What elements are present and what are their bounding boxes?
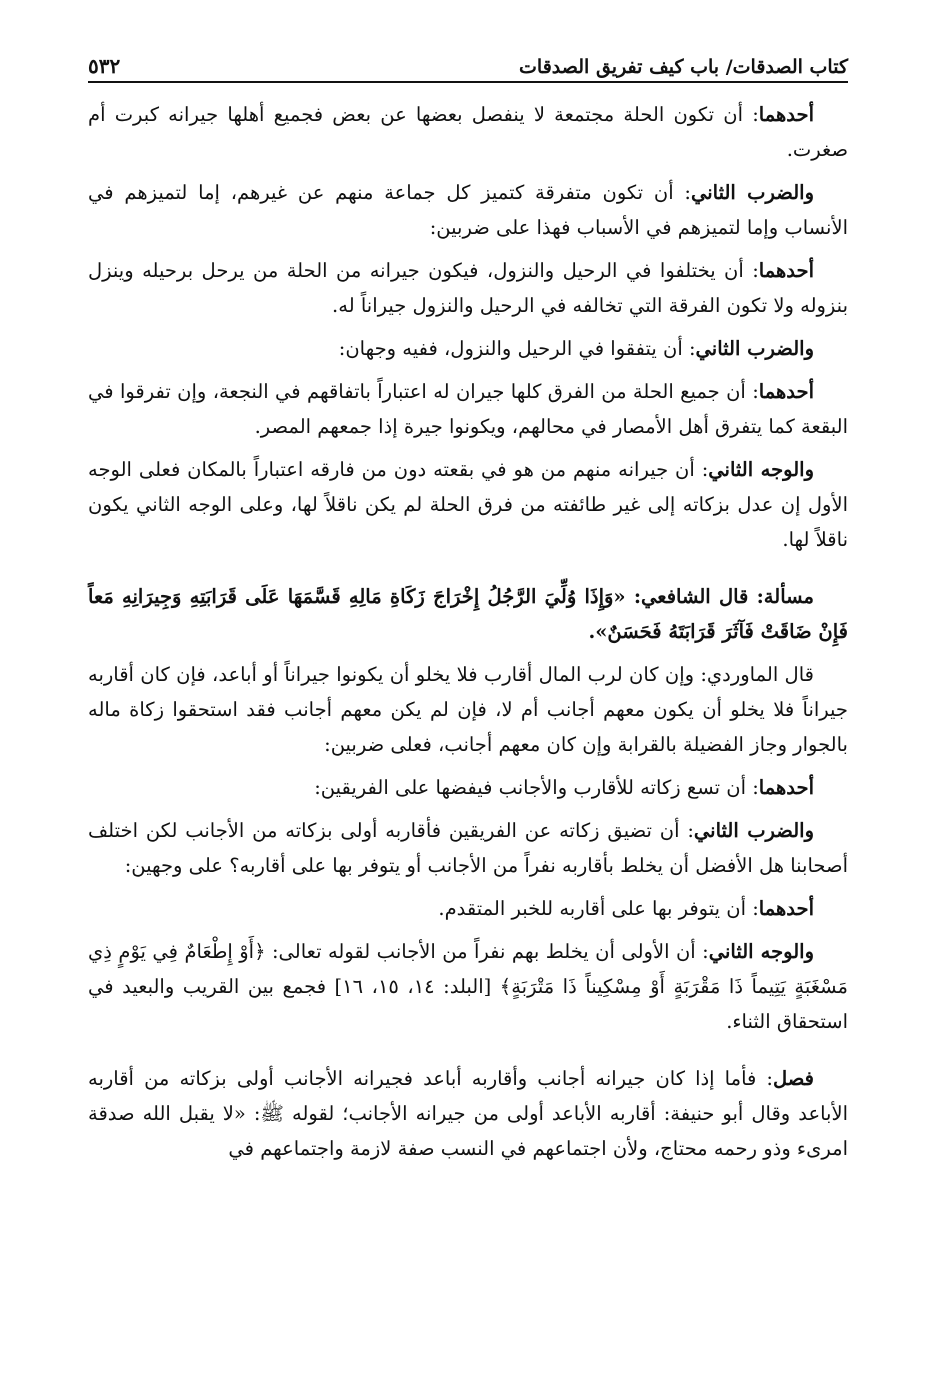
- paragraph-lead: أحدهما: [758, 259, 814, 282]
- book-page: [88, 44, 848, 1174]
- paragraph-text: : أن تكون الحلة مجتمعة لا ينفصل بعضها عن بعض فجميع أهلها جيرانه كبرت أم صغرت.: [88, 103, 848, 161]
- paragraph: [88, 770, 848, 805]
- shafii-quote: : «وَإِذَا وُلِّيَ الرَّجُلُ إِخْرَاجَ زَكَاةِ مَالِهِ قَسَّمَهَا عَلَى قَرَابَتِهِ وَجِيرَانِهِ مَعاً فَإِنْ ضَاقَتْ فَآثَرَ قَرَابَتَهُ فَحَسَنٌ».: [88, 585, 848, 643]
- paragraph-text: : أن الأولى أن يخلط بهم نفراً من الأجانب لقوله تعالى: ﴿أَوْ إِطْعَامٌ فِي يَوْمٍ ذِي مَسْغَبَةٍ يَتِيماً ذَا مَقْرَبَةٍ أَوْ مِسْكِيناً ذَا مَتْرَبَةٍ﴾ [البلد: ١٤، ١٥، ١٦] فجمع بين القريب والبعيد في استحقاق الثناء.: [88, 940, 849, 1033]
- paragraph-text: قال الماوردي: وإن كان لرب المال أقارب فلا يخلو أن يكونوا جيراناً أو أباعد، فإن كان أقاربه جيراناً فلا يخلو أن يكون معهم أجانب أم لا، فإن لم يكن معهم أجانب فقد استحقوا زكاة ماله بالجوار وجاز الفضيلة بالقرابة وإن كان معهم أجانب، فعلى ضربين:: [88, 663, 848, 756]
- paragraph-lead: أحدهما: [758, 776, 814, 799]
- paragraph: [88, 657, 848, 762]
- paragraph-lead: والوجه الثاني: [708, 940, 814, 963]
- paragraph-text: : أن يتوفر بها على أقاربه للخبر المتقدم.: [438, 897, 759, 920]
- paragraph: [88, 452, 848, 557]
- page-number: ٥٣٢: [88, 54, 121, 78]
- paragraph-lead: والوجه الثاني: [708, 458, 814, 481]
- header-title: كتاب الصدقات/ باب كيف تفريق الصدقات: [519, 56, 848, 78]
- body-text: [88, 97, 848, 1166]
- paragraph-lead: فصل: [773, 1067, 814, 1090]
- paragraph-text: : أن جيرانه منهم من هو في بقعته دون من فارقه اعتباراً بالمكان فعلى الوجه الأول إن عدل بزكاته إلى غير طائفته من فرق الحلة لم يكن ناقلاً لها، وعلى الوجه الثاني يكون ناقلاً لها.: [88, 458, 848, 551]
- paragraph-lead: أحدهما: [758, 897, 814, 920]
- paragraph-lead: والضرب الثاني: [690, 181, 814, 204]
- paragraph: [88, 891, 848, 926]
- running-header: [88, 44, 848, 83]
- paragraph-text: : أن يختلفوا في الرحيل والنزول، فيكون جيرانه من الحلة من يرحل برحيله وينزل بنزوله ولا تكون الفرقة التي تخالفه في الرحيل والنزول جيراناً له.: [88, 259, 848, 317]
- paragraph-lead: والضرب الثاني: [695, 337, 814, 360]
- paragraph-lead: أحدهما: [758, 380, 814, 403]
- paragraph-text: : أن تكون متفرقة كتميز كل جماعة منهم عن غيرهم، إما لتميزهم في الأنساب وإما لتميزهم في الأسباب فهذا على ضربين:: [88, 181, 848, 239]
- paragraph-text: : أن تضيق زكاته عن الفريقين فأقاربه أولى بزكاته من الأجانب لكن اختلف أصحابنا هل الأفضل أن يخلط بأقاربه نفراً من الأجانب أو يتوفر بها على أقاربه؟ على وجهين:: [88, 819, 848, 877]
- paragraph-lead: والضرب الثاني: [693, 819, 814, 842]
- paragraph-lead: أحدهما: [758, 103, 814, 126]
- paragraph-text: : أن يتفقوا في الرحيل والنزول، ففيه وجهان:: [338, 337, 696, 360]
- paragraph-text: : أن تسع زكاته للأقارب والأجانب فيفضها على الفريقين:: [314, 776, 759, 799]
- paragraph-text: : فأما إذا كان جيرانه أجانب وأقاربه أباعد فجيرانه الأجانب أولى بزكاته من أقاربه الأباعد وقال أبو حنيفة: أقاربه الأباعد أولى من جيرانه الأجانب؛ لقوله ﷺ: «لا يقبل الله صدقة امرىء وذو رحمه محتاج، ولأن اجتماعهم في النسب صفة لازمة واجتماعهم في: [88, 1067, 848, 1160]
- paragraph: [88, 97, 848, 167]
- fasl-paragraph: [88, 1061, 848, 1166]
- masala-paragraph: [88, 579, 848, 649]
- paragraph: [88, 331, 848, 366]
- paragraph: [88, 253, 848, 323]
- paragraph-lead: مسألة: قال الشافعي: [641, 585, 814, 608]
- paragraph: [88, 934, 848, 1039]
- paragraph: [88, 374, 848, 444]
- paragraph: [88, 175, 848, 245]
- paragraph-text: : أن جميع الحلة من الفرق كلها جيران له اعتباراً باتفاقهم في النجعة، وإن تفرقوا في البقعة كما يتفرق أهل الأمصار في محالهم، ويكونوا جيرة إذا جمعهم المصر.: [88, 380, 848, 438]
- paragraph: [88, 813, 848, 883]
